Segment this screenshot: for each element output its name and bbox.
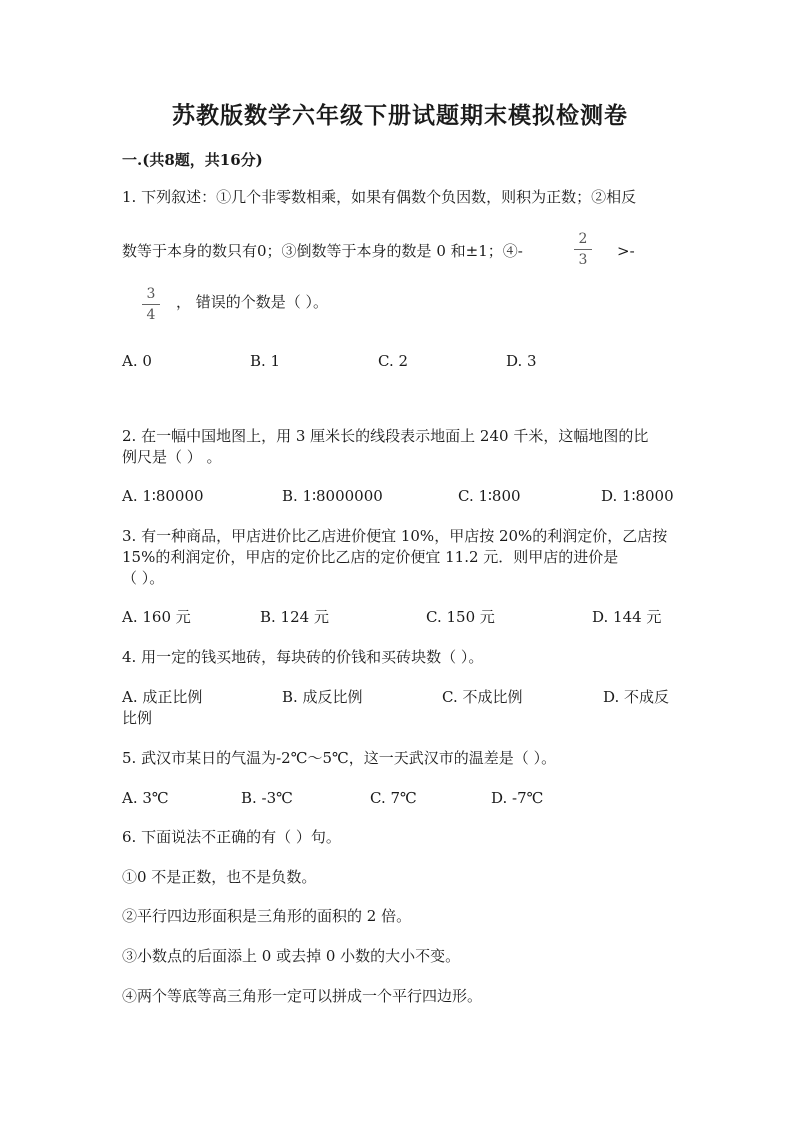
q1-fraction-2 — [142, 286, 160, 323]
q1-option-c: C. 2 — [378, 352, 409, 370]
q5-option-b: B. -3℃ — [241, 789, 293, 807]
q5-option-a: A. 3℃ — [122, 789, 169, 807]
q6-item-2: ②平行四边形面积是三角形的面积的 2 倍。 — [122, 907, 412, 925]
q4-option-c: C. 不成比例 — [442, 688, 523, 706]
q2-option-b: B. 1∶8000000 — [282, 487, 383, 505]
q3-line2: 15%的利润定价，甲店的定价比乙店的定价便宜 11.2 元．则甲店的进价是 — [122, 548, 619, 566]
section-heading: 一.(共8题，共16分) — [122, 151, 263, 169]
q3-option-d: D. 144 元 — [592, 608, 662, 626]
q2-option-c: C. 1∶800 — [458, 487, 521, 505]
q3-line1: 3. 有一种商品，甲店进价比乙店进价便宜 10%，甲店按 20%的利润定价，乙店按 — [122, 527, 668, 545]
q1-fraction-2-bar — [142, 304, 160, 305]
q3-option-c: C. 150 元 — [426, 608, 495, 626]
q2-line1: 2. 在一幅中国地图上，用 3 厘米长的线段表示地面上 240 千米，这幅地图的比 — [122, 427, 649, 445]
q6-item-3: ③小数点的后面添上 0 或去掉 0 小数的大小不变。 — [122, 947, 461, 965]
q1-fraction-1-bar — [574, 249, 592, 250]
q1-line3: ， 错误的个数是（ ）。 — [176, 293, 329, 311]
q2-option-a: A. 1∶80000 — [122, 487, 204, 505]
page-title: 苏教版数学六年级下册试题期末模拟检测卷 — [172, 102, 628, 129]
q4-option-d: D. 不成反 — [603, 688, 670, 706]
q1-line2a: 数等于本身的数只有0；③倒数等于本身的数是 0 和±1；④- — [122, 242, 523, 260]
q1-fraction-2-numerator: 3 — [146, 286, 156, 302]
q3-option-a: A. 160 元 — [122, 608, 191, 626]
q1-option-b: B. 1 — [250, 352, 281, 370]
q1-fraction-2-denominator: 4 — [146, 307, 156, 323]
q4-option-a: A. 成正比例 — [122, 688, 203, 706]
q1-option-a: A. 0 — [122, 352, 152, 370]
q6-line1: 6. 下面说法不正确的有（ ）句。 — [122, 828, 341, 846]
q2-option-d: D. 1∶8000 — [601, 487, 674, 505]
q5-line1: 5. 武汉市某日的气温为-2℃～5℃，这一天武汉市的温差是（ ）。 — [122, 749, 557, 767]
q1-option-d: D. 3 — [506, 352, 537, 370]
q2-line2: 例尺是（ ） 。 — [122, 448, 222, 466]
q6-item-1: ①0 不是正数，也不是负数。 — [122, 868, 317, 886]
q1-line1: 1. 下列叙述：①几个非零数相乘，如果有偶数个负因数，则积为正数；②相反 — [122, 188, 637, 206]
q4-line1: 4. 用一定的钱买地砖，每块砖的价钱和买砖块数（ ）。 — [122, 648, 484, 666]
q5-option-c: C. 7℃ — [370, 789, 417, 807]
q6-item-4: ④两个等底等高三角形一定可以拼成一个平行四边形。 — [122, 987, 483, 1005]
q4-option-d-wrap: 比例 — [122, 709, 153, 727]
q3-line3: （ ）。 — [122, 569, 165, 587]
q1-fraction-1-denominator: 3 — [578, 252, 588, 268]
q4-option-b: B. 成反比例 — [282, 688, 363, 706]
q3-option-b: B. 124 元 — [260, 608, 329, 626]
q1-fraction-1-numerator: 2 — [578, 231, 588, 247]
q5-option-d: D. -7℃ — [491, 789, 544, 807]
q1-line2b: >- — [617, 242, 635, 260]
q1-fraction-1 — [574, 231, 592, 268]
